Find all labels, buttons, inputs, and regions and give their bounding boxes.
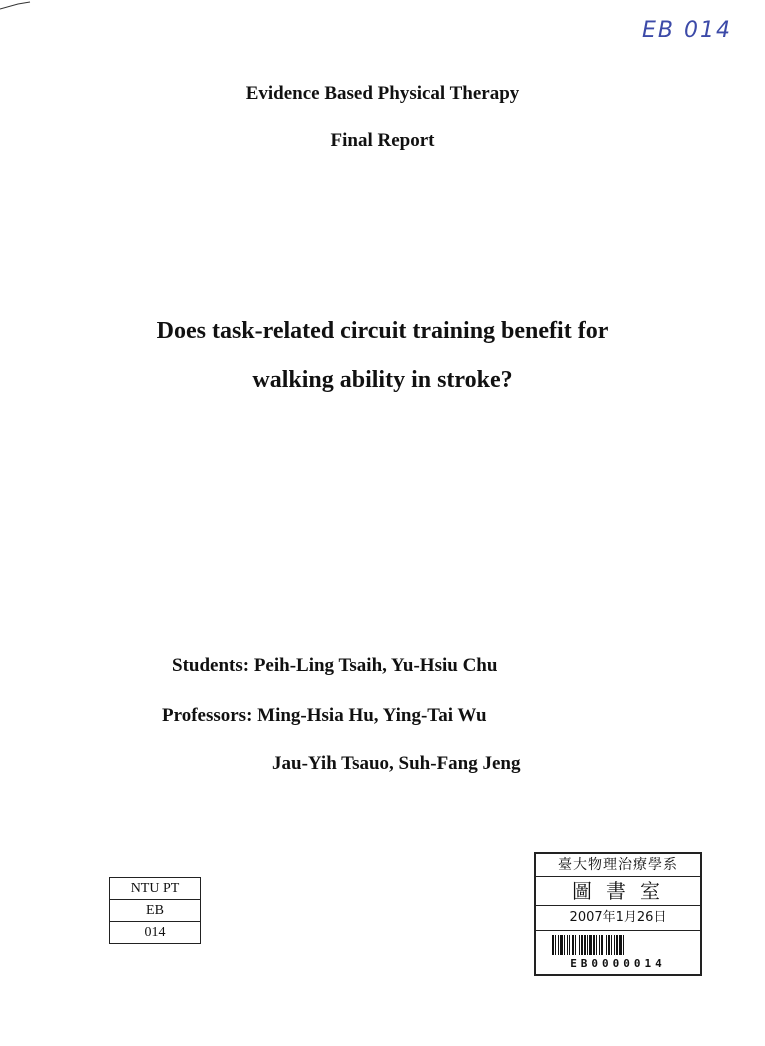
library-stamp: [534, 852, 702, 976]
students-line: Students: Peih-Ling Tsaih, Yu-Hsiu Chu: [172, 655, 498, 676]
professors-line-2: Jau-Yih Tsauo, Suh-Fang Jeng: [272, 753, 521, 774]
professors-line-1: Professors: Ming-Hsia Hu, Ying-Tai Wu: [162, 705, 487, 726]
barcode-number: EB0000014: [570, 957, 666, 970]
call-number-row-2: EB: [110, 900, 200, 922]
program-title: Evidence Based Physical Therapy: [245, 83, 520, 104]
call-number-label: [109, 877, 201, 944]
stamp-department: 臺大物理治療學系: [536, 854, 700, 877]
barcode-icon: [552, 935, 684, 955]
handwritten-code: EB 014: [642, 18, 732, 43]
scan-artifact: [0, 0, 50, 14]
report-title-line-2: walking ability in stroke?: [252, 367, 513, 393]
call-number-row-1: NTU PT: [110, 878, 200, 900]
stamp-date: 2007年1月26日: [536, 906, 700, 931]
report-title-line-1: Does task-related circuit training benefit for: [156, 318, 609, 344]
stamp-library: 圖書室: [536, 877, 700, 906]
report-type: Final Report: [330, 130, 435, 151]
call-number-row-3: 014: [144, 925, 166, 940]
